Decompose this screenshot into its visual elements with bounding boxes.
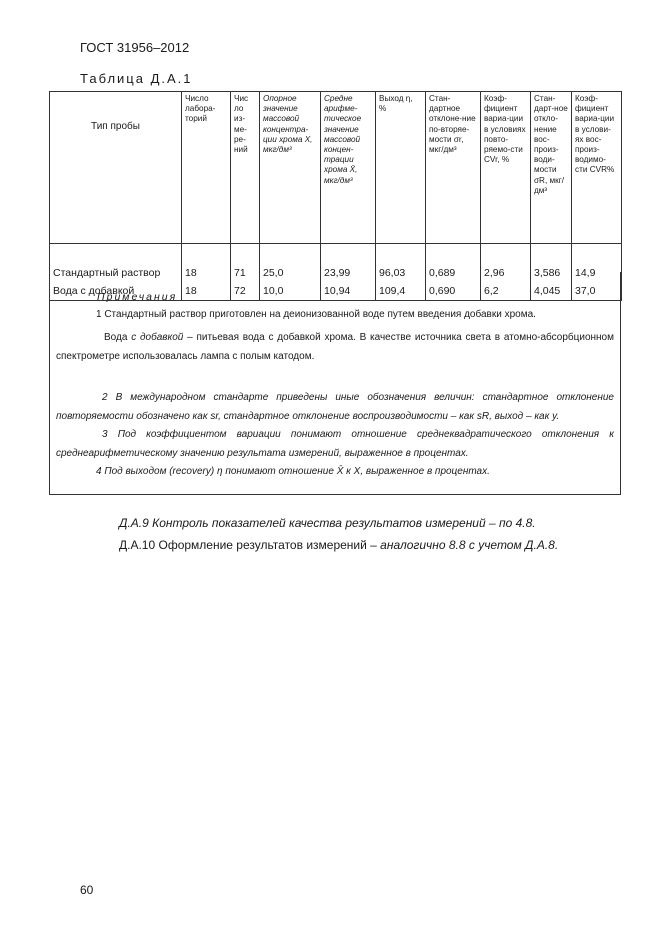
- table-cell: 23,99: [321, 264, 376, 282]
- table-cell: 96,03: [376, 264, 426, 282]
- note-water-rest: – питьевая вода с добавкой хрома. В качестве источника света в атомно-абсорбционном спектрометре использовалась лампа с полым катодом.: [56, 332, 614, 362]
- table-cell: 4,045: [531, 282, 572, 301]
- note-4: 4 Под выходом (recovery) η понимают отношение X̄ к X, выраженное в процентах.: [96, 466, 490, 477]
- table-cell: 0,690: [426, 282, 481, 301]
- column-header-reproducibility-cv: Коэф-фициент вариа-ции в услови-ях вос-произ-водимо-сти CVR%: [572, 92, 622, 244]
- table-cell: 10,94: [321, 282, 376, 301]
- table-cell: Стандартный раствор: [50, 264, 182, 282]
- paragraph-d9: Д.А.9 Контроль показателей качества результатов измерений – по 4.8.: [119, 516, 536, 530]
- column-header-sample-type: Тип пробы: [50, 92, 182, 244]
- table-cell: 37,0: [572, 282, 622, 301]
- column-header-mean-value: Средне арифме-тическое значение массовой концен-трации хрома X̄, мкг/дм³: [321, 92, 376, 244]
- column-header-labs: Число лабора-торий: [182, 92, 231, 244]
- table-cell: 14,9: [572, 264, 622, 282]
- table-spacer-row: [50, 244, 622, 265]
- document-header: ГОСТ 31956–2012: [80, 40, 190, 55]
- notes-title: Примечания: [97, 291, 178, 303]
- paragraph-d10-rest: аналогично 8.8 с учетом Д.А.8.: [380, 538, 559, 552]
- notes-box: [49, 272, 621, 495]
- table-cell: 0,689: [426, 264, 481, 282]
- table-cell: 25,0: [260, 264, 321, 282]
- note-2: 2 В международном стандарте приведены иные обозначения величин: стандартное отклонение повторяемости обозначено как sr, стандартное отклонение воспроизводимости – как sR, выход – как y.: [56, 392, 614, 422]
- column-header-reference-value: Опорное значение массовой концентра-ции хрома X, мкг/дм³: [260, 92, 321, 244]
- column-header-measurements: Чис ло из-ме-ре-ний: [231, 92, 260, 244]
- column-header-reproducibility-sd: Стан-дарт-ное откло-нение вос-произ-води-мости σR, мкг/дм³: [531, 92, 572, 244]
- table-cell: 18: [182, 264, 231, 282]
- table-cell: 2,96: [481, 264, 531, 282]
- note-1: 1 Стандартный раствор приготовлен на деионизованной воде путем введения добавки хрома.: [96, 309, 536, 320]
- paragraph-d10-lead: Д.А.10 Оформление результатов измерений –: [119, 538, 381, 552]
- column-header-repeatability-cv: Коэф-фициент вариа-ции в условиях повто-ряемо-сти CVr, %: [481, 92, 531, 244]
- table-caption: Таблица Д.А.1: [80, 71, 193, 86]
- table-cell: 71: [231, 264, 260, 282]
- page-number: 60: [80, 883, 94, 897]
- note-3: 3 Под коэффициентом вариации понимают отношение среднеквадратического отклонения к среднеарифметическому значению результата измерений, выраженное в процентах.: [56, 429, 614, 459]
- table-cell: 10,0: [260, 282, 321, 301]
- note-water-sample: [50, 328, 620, 366]
- column-header-repeatability-sd: Стан-дартное отклоне-ние по-вторяе-мости σr, мкг/дм³: [426, 92, 481, 244]
- note-water-term: с добавкой: [131, 332, 184, 343]
- table-cell: Вода с добавкой: [50, 282, 182, 301]
- column-header-yield: Выход η, %: [376, 92, 426, 244]
- table-cell: 3,586: [531, 264, 572, 282]
- table-cell: 109,4: [376, 282, 426, 301]
- table-cell: 18: [182, 282, 231, 301]
- table-cell: 6,2: [481, 282, 531, 301]
- paragraph-d10: [119, 538, 558, 552]
- table-header-row: [50, 92, 622, 244]
- note-water-lead: Вода: [104, 332, 132, 343]
- table-cell: 72: [231, 282, 260, 301]
